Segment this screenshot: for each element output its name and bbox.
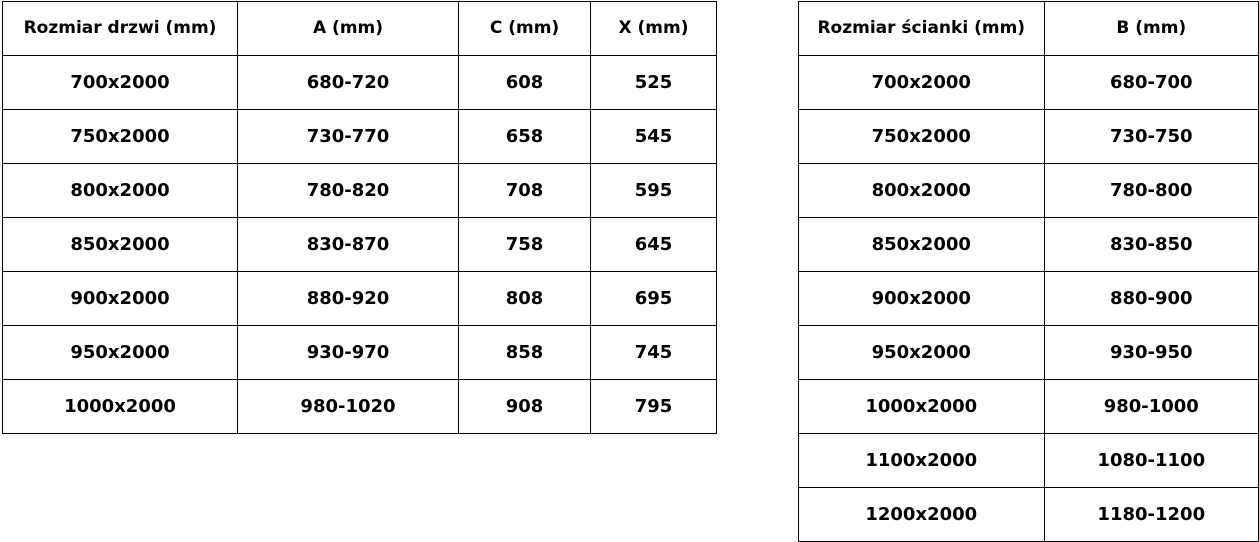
table-row [3,56,717,110]
cell-b: 1180-1200 [1044,488,1258,542]
cell-a: 780-820 [238,164,459,218]
table-row [3,326,717,380]
cell-door-size: 950x2000 [3,326,238,380]
wall-size-table [798,1,1259,542]
cell-wall-size: 1100x2000 [799,434,1045,488]
cell-a: 930-970 [238,326,459,380]
doors-table-header [3,2,717,56]
cell-a: 680-720 [238,56,459,110]
cell-x: 795 [591,380,717,434]
table-row [3,164,717,218]
cell-a: 730-770 [238,110,459,164]
table-row [799,434,1259,488]
cell-a: 880-920 [238,272,459,326]
cell-wall-size: 700x2000 [799,56,1045,110]
column-header-wall-size: Rozmiar ścianki (mm) [799,2,1045,56]
cell-door-size: 800x2000 [3,164,238,218]
column-header-b: B (mm) [1044,2,1258,56]
cell-wall-size: 850x2000 [799,218,1045,272]
table-row [3,272,717,326]
cell-door-size: 700x2000 [3,56,238,110]
wall-table-header [799,2,1259,56]
cell-wall-size: 1200x2000 [799,488,1045,542]
table-row [3,110,717,164]
cell-b: 730-750 [1044,110,1258,164]
cell-wall-size: 1000x2000 [799,380,1045,434]
table-row [799,56,1259,110]
table-row [799,110,1259,164]
cell-x: 645 [591,218,717,272]
cell-b: 830-850 [1044,218,1258,272]
table-row [799,272,1259,326]
cell-wall-size: 900x2000 [799,272,1045,326]
cell-c: 608 [459,56,591,110]
cell-x: 595 [591,164,717,218]
doors-table-body [3,56,717,434]
table-row [799,380,1259,434]
table-row [3,218,717,272]
table-row [799,164,1259,218]
column-header-x: X (mm) [591,2,717,56]
cell-wall-size: 950x2000 [799,326,1045,380]
cell-c: 808 [459,272,591,326]
cell-b: 880-900 [1044,272,1258,326]
cell-c: 758 [459,218,591,272]
cell-b: 930-950 [1044,326,1258,380]
column-header-a: A (mm) [238,2,459,56]
cell-door-size: 850x2000 [3,218,238,272]
cell-c: 908 [459,380,591,434]
cell-c: 658 [459,110,591,164]
table-row [799,326,1259,380]
table-header-row [799,2,1259,56]
cell-b: 780-800 [1044,164,1258,218]
column-header-c: C (mm) [459,2,591,56]
cell-c: 708 [459,164,591,218]
cell-door-size: 750x2000 [3,110,238,164]
cell-x: 695 [591,272,717,326]
doors-size-table [2,1,717,434]
cell-a: 980-1020 [238,380,459,434]
table-row [799,218,1259,272]
table-row [799,488,1259,542]
cell-x: 525 [591,56,717,110]
table-header-row [3,2,717,56]
cell-b: 980-1000 [1044,380,1258,434]
wall-table-body [799,56,1259,542]
cell-x: 745 [591,326,717,380]
column-header-door-size: Rozmiar drzwi (mm) [3,2,238,56]
cell-x: 545 [591,110,717,164]
cell-door-size: 1000x2000 [3,380,238,434]
cell-a: 830-870 [238,218,459,272]
table-row [3,380,717,434]
cell-b: 680-700 [1044,56,1258,110]
cell-b: 1080-1100 [1044,434,1258,488]
cell-wall-size: 800x2000 [799,164,1045,218]
cell-wall-size: 750x2000 [799,110,1045,164]
cell-c: 858 [459,326,591,380]
cell-door-size: 900x2000 [3,272,238,326]
